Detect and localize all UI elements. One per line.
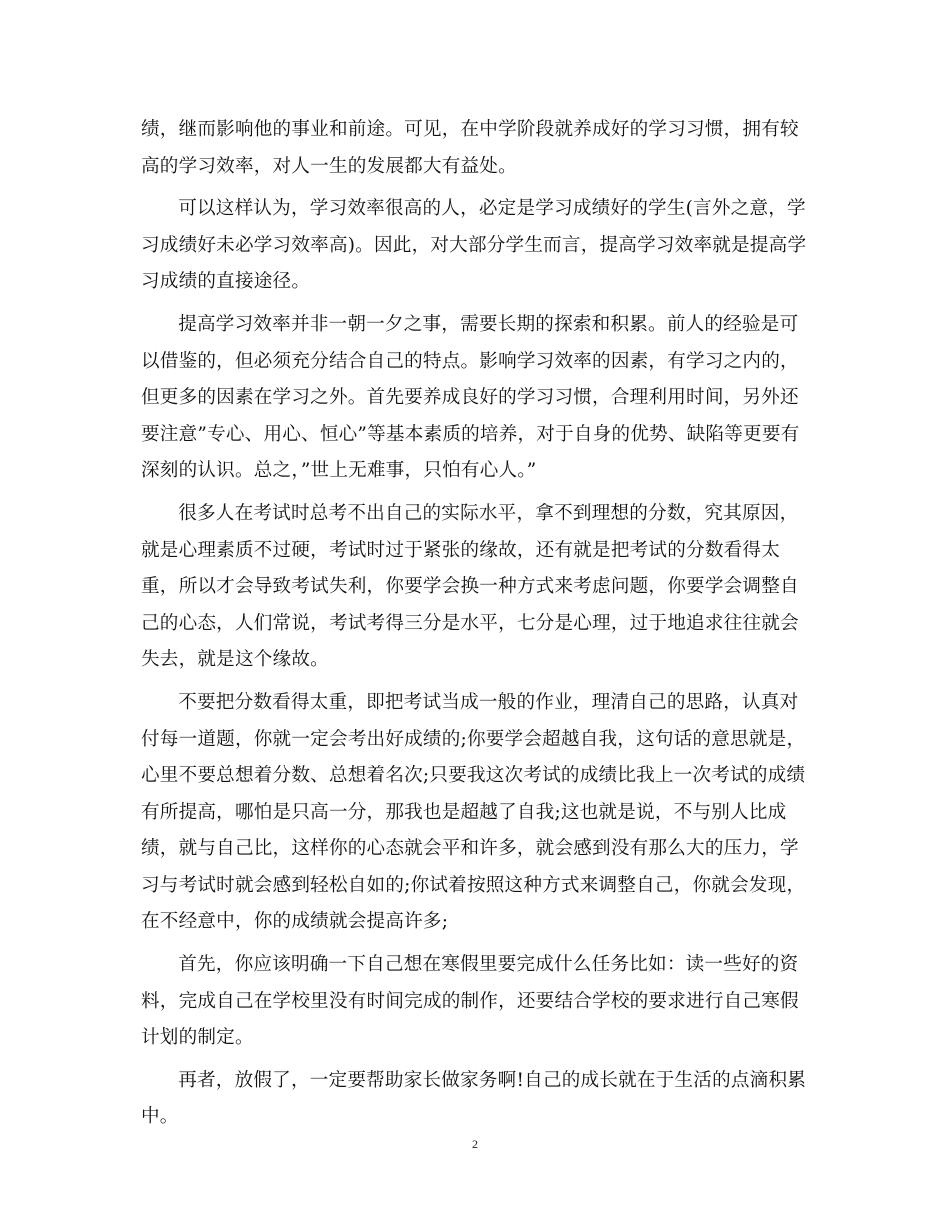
paragraph-4: 很多人在考试时总考不出自己的实际水平，拿不到理想的分数，究其原因，就是心理素质不过硬，考试时过于紧张的缘故，还有就是把考试的分数看得太重，所以才会导致考试失利，你要学会换一种方式来考虑问题，你要学会调整自己的心态，人们常说，考试考得三分是水平，七分是心理，过于地追求往往就会失去，就是这个缘故。 (141, 502, 799, 671)
paragraph-6: 首先，你应该明确一下自己想在寒假里要完成什么任务比如：读一些好的资料，完成自己在学校里没有时间完成的制作，还要结合学校的要求进行自己寒假计划的制定。 (141, 954, 799, 1049)
paragraph-7: 再者，放假了，一定要帮助家长做家务啊!自己的成长就在于生活的点滴积累中。 (141, 1069, 807, 1128)
page-number: 2 (472, 1137, 478, 1151)
document-body (141, 112, 813, 1142)
paragraph-3: 提高学习效率并非一朝一夕之事，需要长期的探索和积累。前人的经验是可以借鉴的，但必须充分结合自己的特点。影响学习效率的因素，有学习之内的，但更多的因素在学习之外。首先要养成良好的学习习惯，合理利用时间，另外还要注意”专心、用心、恒心”等基本素质的培养，对于自身的优势、缺陷等更要有深刻的认识。总之，”世上无难事，只怕有心人。” (141, 313, 800, 482)
paragraph-1: 绩，继而影响他的事业和前途。可见，在中学阶段就养成好的学习习惯，拥有较高的学习效率，对人一生的发展都大有益处。 (141, 119, 799, 177)
paragraph-5: 不要把分数看得太重，即把考试当成一般的作业，理清自己的思路，认真对付每一道题，你就一定会考出好成绩的;你要学会超越自我，这句话的意思就是，心里不要总想着分数、总想着名次;只要我这次考试的成绩比我上一次考试的成绩有所提高，哪怕是只高一分，那我也是超越了自我;这也就是说，不与别人比成绩，就与自己比，这样你的心态就会平和许多，就会感到没有那么大的压力，学习与考试时就会感到轻松自如的;你试着按照这种方式来调整自己，你就会发现，在不经意中，你的成绩就会提高许多; (141, 691, 806, 933)
paragraph-2: 可以这样认为，学习效率很高的人，必定是学习成绩好的学生(言外之意，学习成绩好未必学习效率高)。因此，对大部分学生而言，提高学习效率就是提高学习成绩的直接途径。 (141, 198, 807, 293)
